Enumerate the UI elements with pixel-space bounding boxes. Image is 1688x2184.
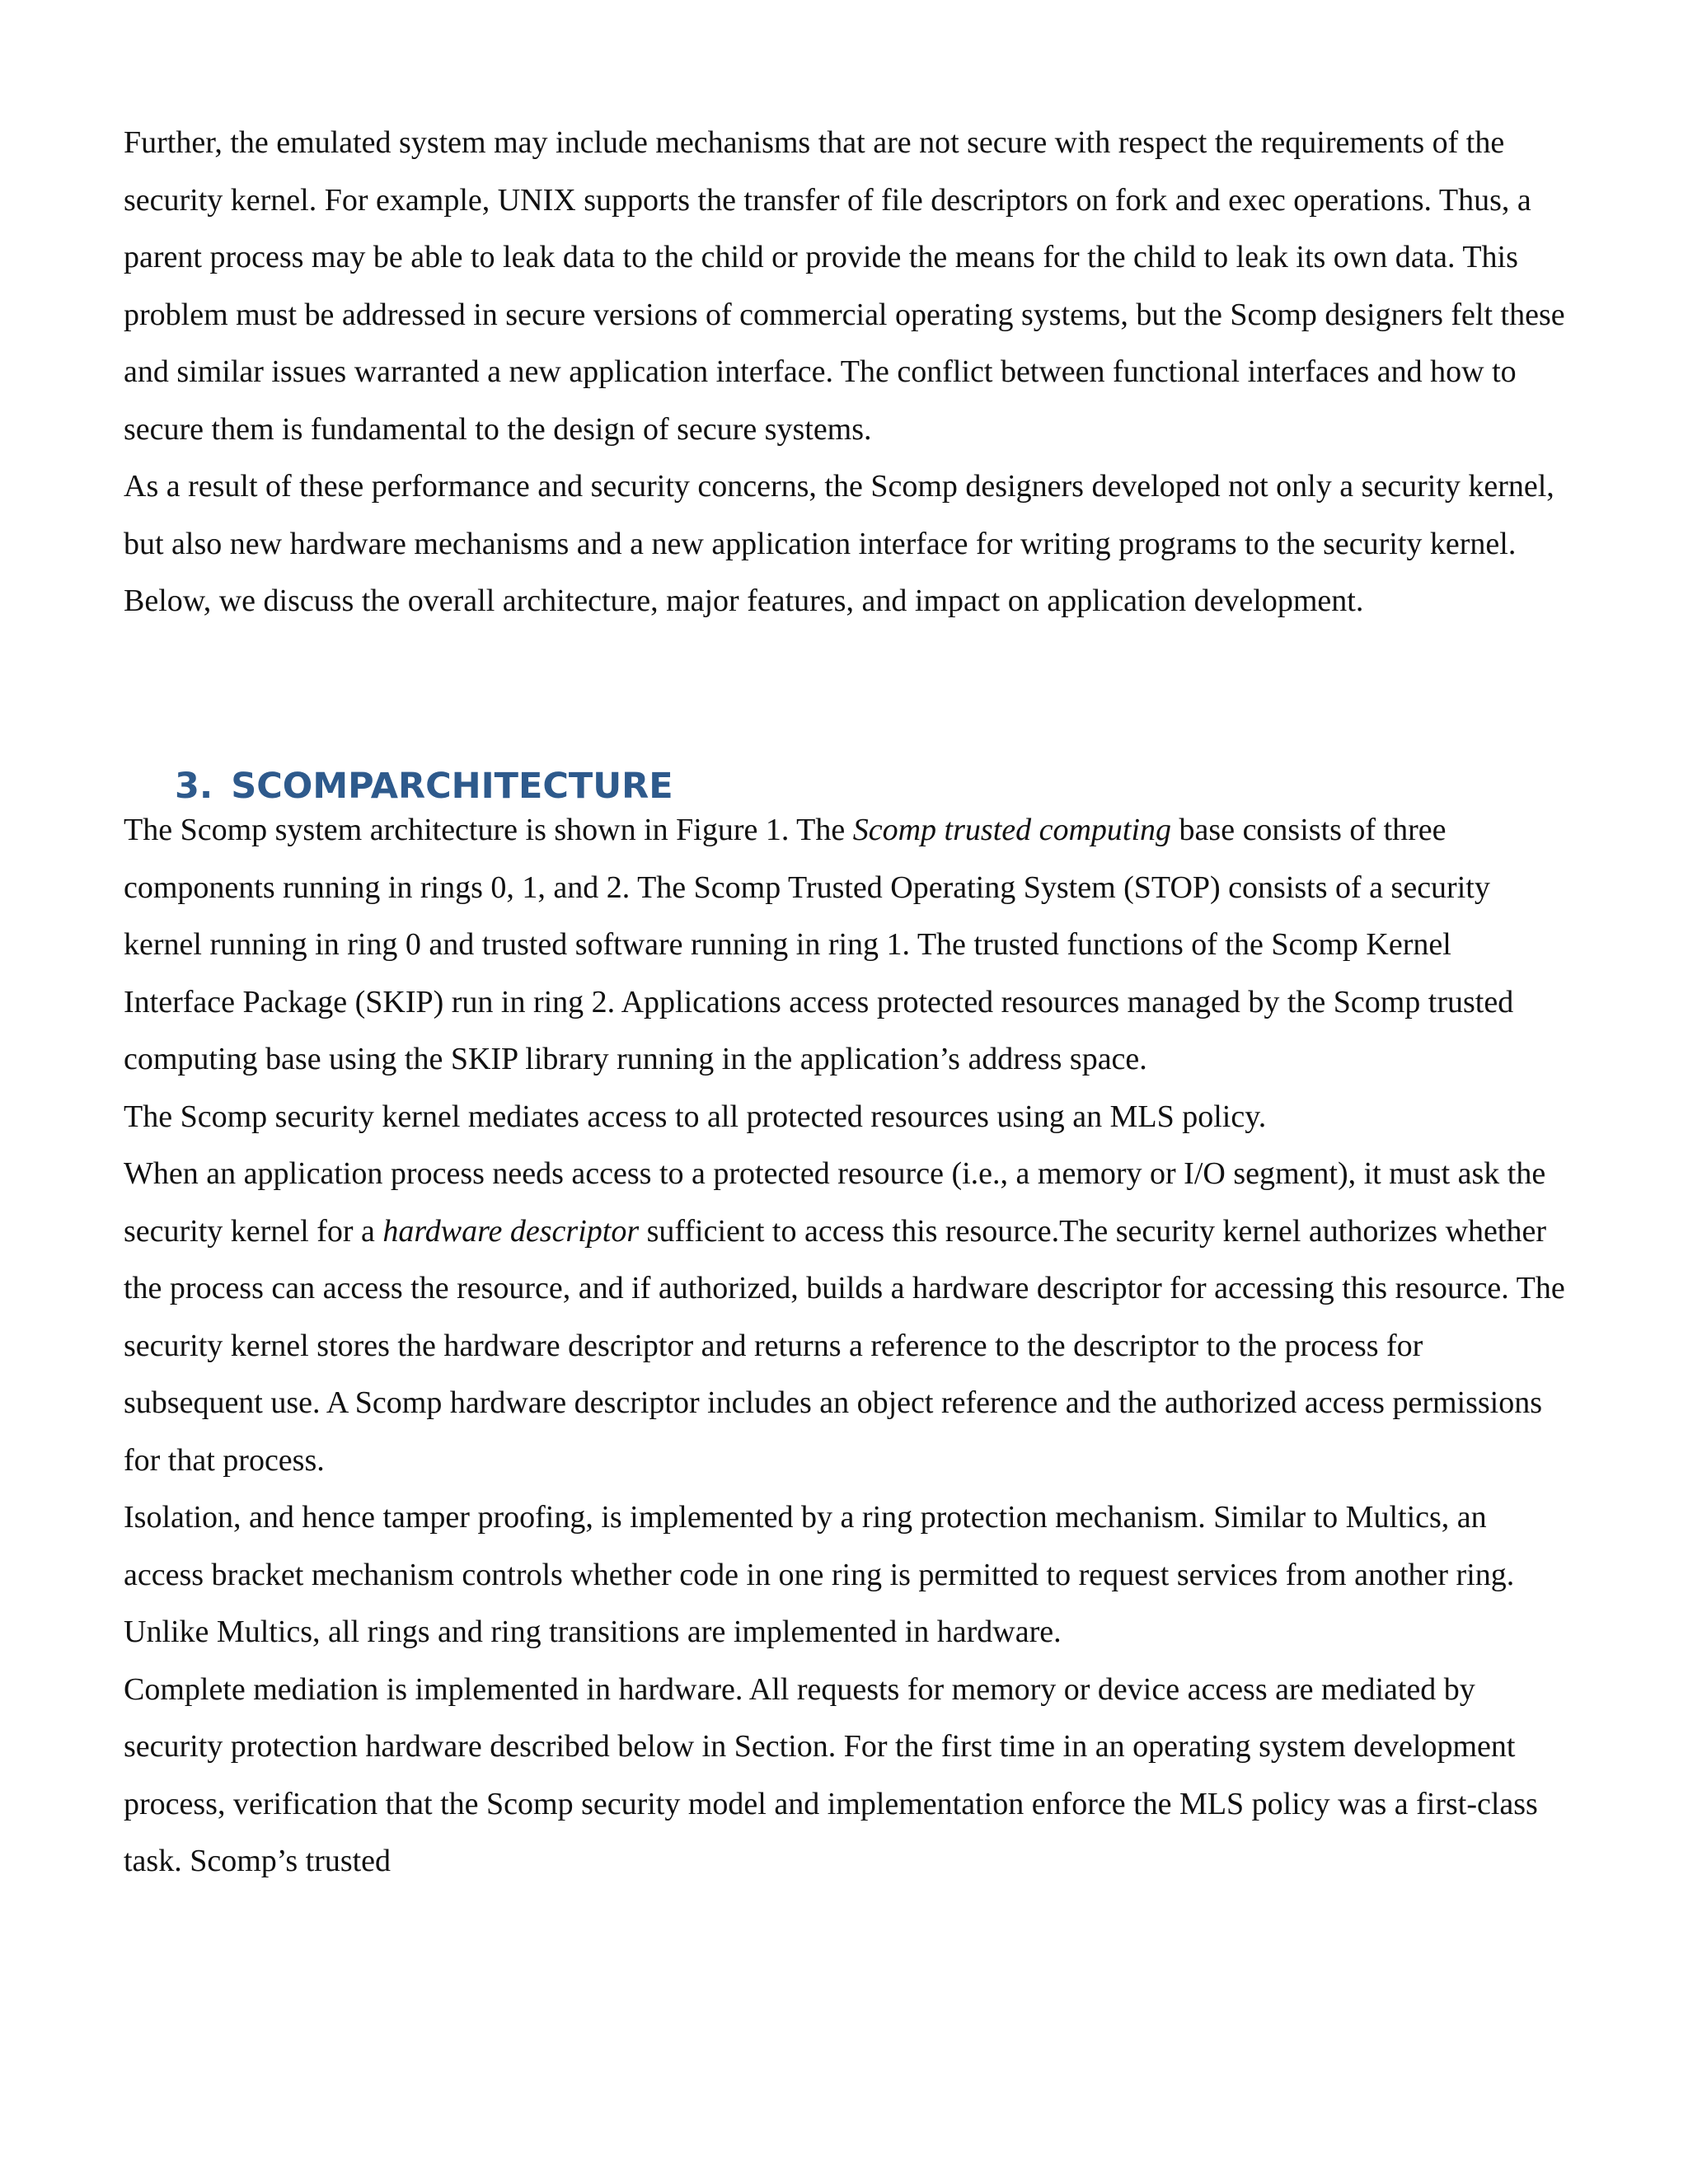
paragraph-system-architecture-start: The Scomp system architecture is shown in Figure 1. The bbox=[124, 813, 853, 847]
term-scomp-trusted-computing: Scomp trusted computing bbox=[852, 813, 1172, 847]
paragraph-security-kernel-mls: The Scomp security kernel mediates access to all protected resources using an MLS policy. bbox=[124, 1099, 1267, 1134]
paragraph-system-architecture-rest: base consists of three components running in rings 0, 1, and 2. The Scomp Trusted Operating System (STOP) consists of a security kernel running in ring 0 and trusted software running in ring 1. The trusted functions of the Scomp Kernel Interface Package (SKIP) run in ring 2. Applications access protected resources managed by the Scomp trusted computing base using the SKIP library running in the application’s address space. bbox=[124, 813, 1514, 1076]
paragraph-hardware-descriptor bbox=[124, 1146, 1566, 1489]
paragraph-system-architecture bbox=[124, 802, 1566, 1089]
paragraph-hardware-descriptor-rest: sufficient to access this resource.The security kernel authorizes whether the process can access the resource, and if authorized, builds a hardware descriptor for accessing this resource. The security kernel stores the hardware descriptor and returns a reference to the descriptor to the process for subsequent use. A Scomp hardware descriptor includes an object reference and the authorized access permissions for that process. bbox=[124, 1213, 1565, 1478]
paragraph-emulated-system: Further, the emulated system may include mechanisms that are not secure with respect the requirements of the security kernel. For example, UNIX supports the transfer of file descriptors on fork and exec operations. Thus, a parent process may be able to leak data to the child or provide the means for the child to leak its own data. This problem must be addressed in secure versions of commercial operating systems, but the Scomp designers felt these and similar issues warranted a new application interface. The conflict between functional interfaces and how to secure them is fundamental to the design of secure systems. bbox=[124, 125, 1565, 447]
section-heading-title: SCOMPARCHITECTURE bbox=[231, 766, 673, 807]
architecture-text-block bbox=[124, 802, 1566, 1891]
intro-text-block bbox=[124, 115, 1566, 630]
paragraph-isolation: Isolation, and hence tamper proofing, is implemented by a ring protection mechanism. Similar to Multics, an access bracket mechanism controls whether code in one ring is permitted to request services from another ring. Unlike Multics, all rings and ring transitions are implemented in hardware. bbox=[124, 1500, 1515, 1649]
section-heading-number: 3. bbox=[175, 766, 213, 807]
paragraph-complete-mediation: Complete mediation is implemented in hardware. All requests for memory or device access are mediated by security protection hardware described below in Section. For the first time in an operating system development process, verification that the Scomp security model and implementation enforce the MLS policy was a first-class task. Scomp’s trusted bbox=[124, 1671, 1538, 1878]
term-hardware-descriptor: hardware descriptor bbox=[382, 1213, 640, 1249]
paragraph-performance-concerns: As a result of these performance and security concerns, the Scomp designers developed not only a security kernel, but also new hardware mechanisms and a new application interface for writing programs to the security kernel. Below, we discuss the overall architecture, major features, and impact on application development. bbox=[124, 469, 1554, 618]
paragraph-hardware-descriptor-start: When an application process needs access to a protected resource (i.e., a memory or I/O segment), it must ask the security kernel for a bbox=[124, 1156, 1546, 1249]
